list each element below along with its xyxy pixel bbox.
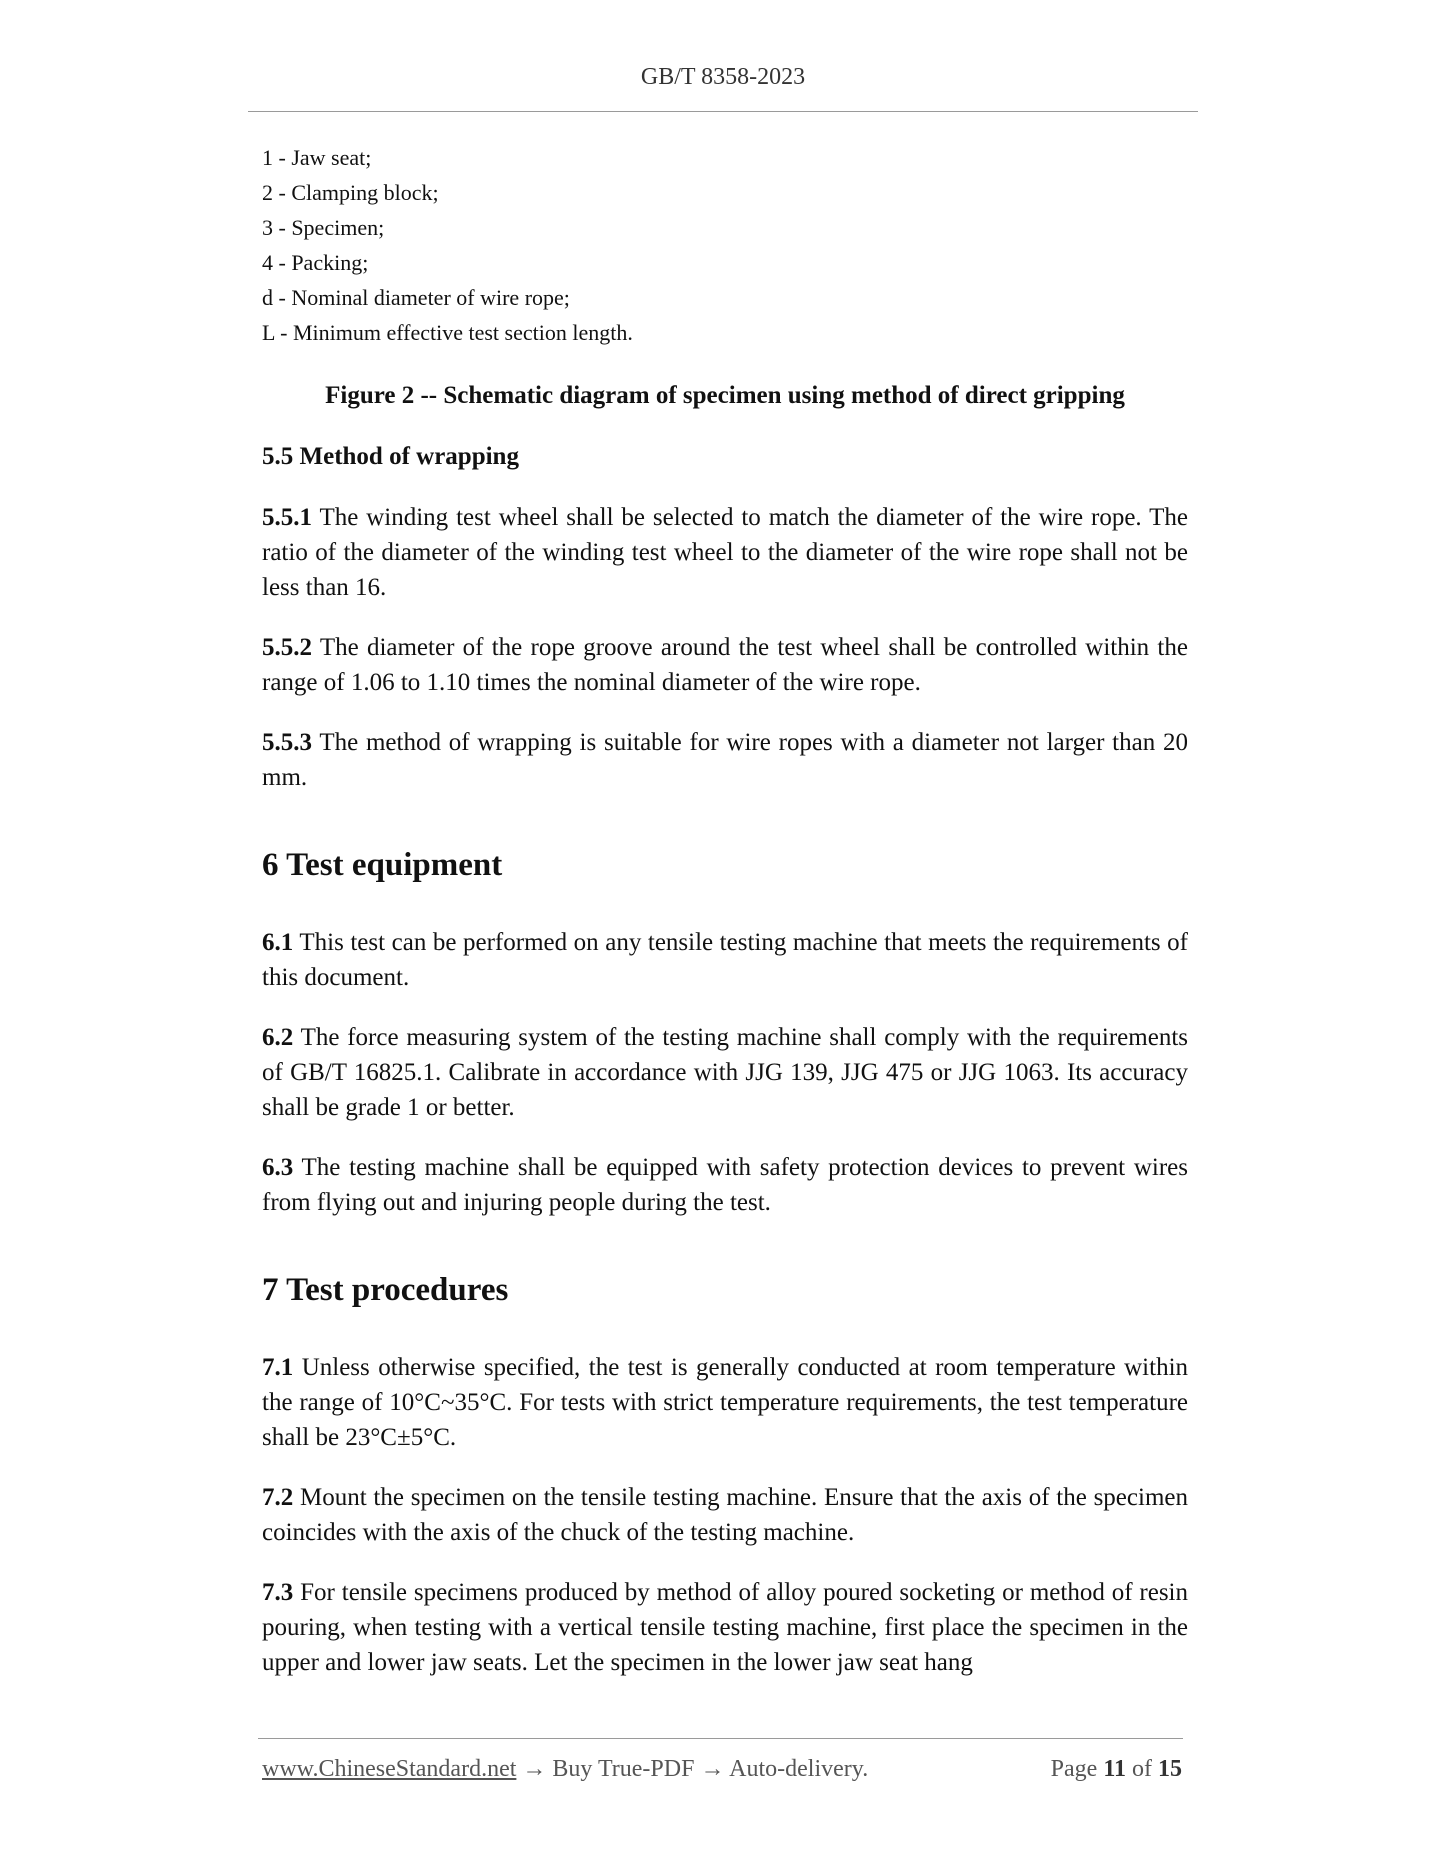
clause-text: The method of wrapping is suitable for wire ropes with a diameter not larger than 20 mm. [262, 729, 1188, 791]
clause-text: For tensile specimens produced by method of alloy poured socketing or method of resin pouring, when testing with a vertical tensile testing machine, first place the specimen in the upper and lower jaw seats. Let the specimen in the lower jaw seat hang [262, 1579, 1189, 1676]
clause-text: The winding test wheel shall be selected to match the diameter of the wire rope. The ratio of the diameter of the winding test wheel to the diameter of the wire rope shall not be less than 16. [262, 504, 1188, 601]
clause-text: The diameter of the rope groove around the test wheel shall be controlled within the range of 1.06 to 1.10 times the nominal diameter of the wire rope. [262, 634, 1188, 696]
section-heading-6: 6 Test equipment [262, 847, 503, 883]
figure-legend [262, 140, 1188, 350]
clause-number: 5.5.3 [262, 729, 312, 756]
header-divider [248, 111, 1198, 112]
clause-5-5-1 [262, 500, 1188, 605]
legend-item: L - Minimum effective test section length. [262, 320, 633, 345]
page-header-title: GB/T 8358-2023 [640, 64, 806, 90]
clause-number: 5.5.1 [262, 504, 312, 531]
footer-divider [258, 1738, 1183, 1739]
clause-text: Unless otherwise specified, the test is generally conducted at room temperature within the range of 10°C~35°C. For tests with strict temperature requirements, the test temperature shall be 23°C±5°C. [262, 1354, 1189, 1451]
page-number [1051, 1756, 1182, 1783]
arrow-right-icon: → [522, 1756, 547, 1782]
legend-item: 3 - Specimen; [262, 215, 385, 240]
page-content [262, 140, 1188, 1705]
arrow-right-icon: → [700, 1756, 725, 1782]
clause-7-2 [262, 1480, 1188, 1550]
clause-6-1 [262, 925, 1188, 995]
clause-number: 7.1 [262, 1354, 294, 1381]
current-page-number: 11 [1103, 1756, 1126, 1782]
buy-true-pdf-link[interactable]: Buy True-PDF [552, 1756, 695, 1782]
clause-number: 6.2 [262, 1024, 294, 1051]
of-label: of [1132, 1756, 1152, 1782]
clause-7-3 [262, 1575, 1188, 1680]
clause-5-5-3 [262, 725, 1188, 795]
clause-6-3 [262, 1150, 1188, 1220]
clause-number: 6.3 [262, 1154, 294, 1181]
clause-7-1 [262, 1350, 1188, 1455]
clause-6-2 [262, 1020, 1188, 1125]
clause-number: 6.1 [262, 929, 294, 956]
legend-item: 1 - Jaw seat; [262, 145, 372, 170]
section-heading-7: 7 Test procedures [262, 1272, 509, 1308]
website-link[interactable]: www.ChineseStandard.net [262, 1756, 517, 1782]
clause-text: The testing machine shall be equipped with safety protection devices to prevent wires from flying out and injuring people during the test. [262, 1154, 1188, 1216]
clause-text: Mount the specimen on the tensile testing machine. Ensure that the axis of the specimen coincides with the axis of the chuck of the testing machine. [262, 1484, 1188, 1546]
page-label: Page [1050, 1756, 1098, 1782]
clause-number: 5.5.2 [262, 634, 312, 661]
clause-text: This test can be performed on any tensile testing machine that meets the requirements of this document. [262, 929, 1188, 991]
subsection-heading-5-5: 5.5 Method of wrapping [262, 443, 519, 470]
total-pages-number: 15 [1158, 1756, 1182, 1782]
footer-links [262, 1756, 868, 1783]
clause-number: 7.2 [262, 1484, 294, 1511]
legend-item: 4 - Packing; [262, 250, 369, 275]
clause-number: 7.3 [262, 1579, 294, 1606]
legend-item: 2 - Clamping block; [262, 180, 439, 205]
clause-text: The force measuring system of the testing machine shall comply with the requirements of GB/T 16825.1. Calibrate in accordance with JJG 139, JJG 475 or JJG 1063. Its accuracy shall be grade 1 or better. [262, 1024, 1188, 1121]
legend-item: d - Nominal diameter of wire rope; [262, 285, 570, 310]
auto-delivery-text: Auto-delivery. [729, 1756, 869, 1782]
clause-5-5-2 [262, 630, 1188, 700]
figure-caption: Figure 2 -- Schematic diagram of specimen using method of direct gripping [325, 382, 1125, 409]
